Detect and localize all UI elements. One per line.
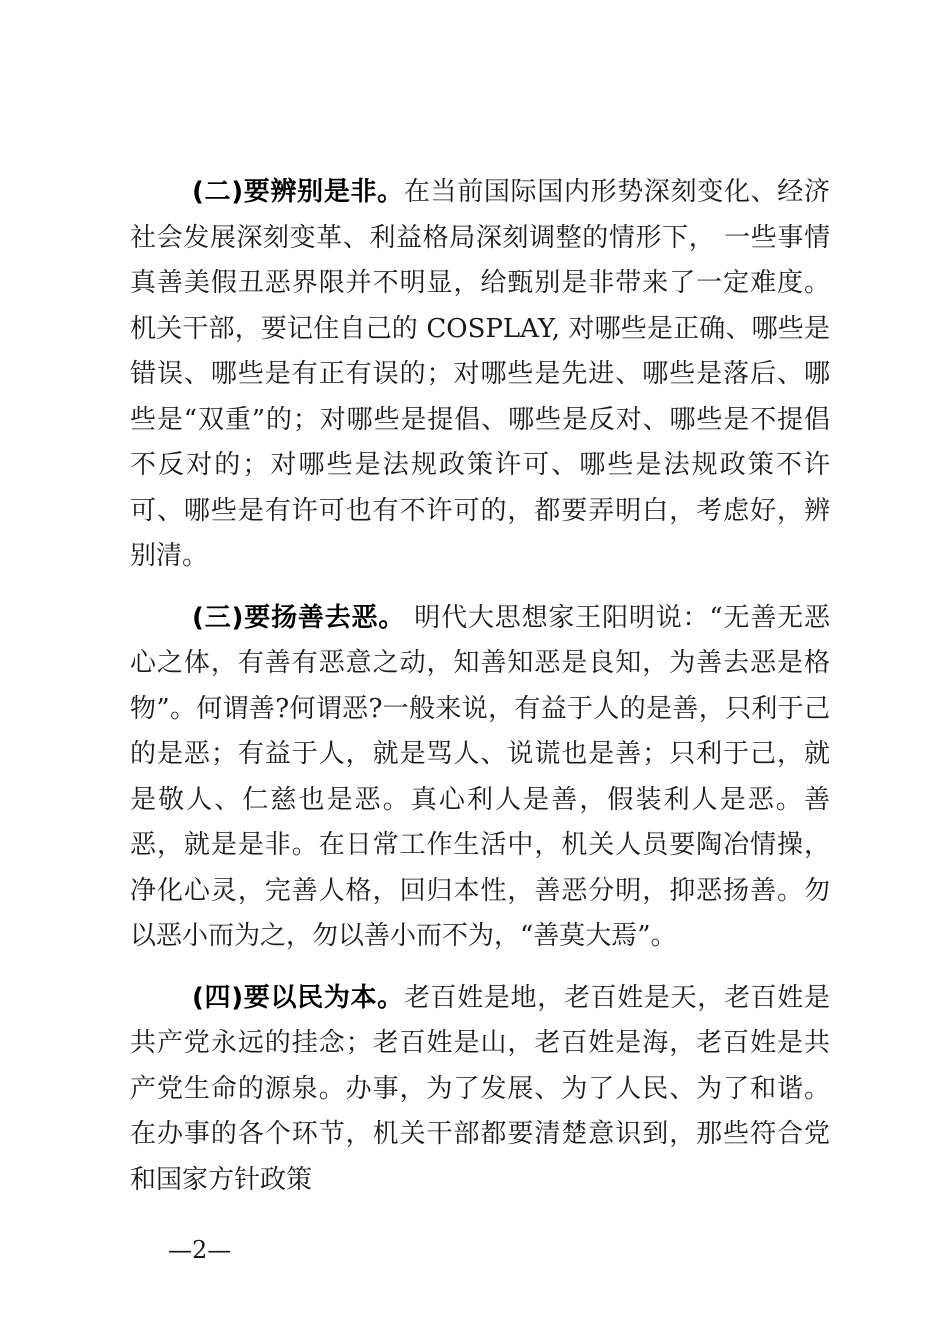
paragraph-people-oriented (130, 976, 830, 1204)
section-heading: (三)要扬善去恶。 (192, 602, 406, 633)
section-heading: (二)要辨别是非。 (192, 177, 404, 207)
paragraph-text: 明代大思想家王阳明说：“无善无恶心之体，有善有恶意之动，知善知恶是良知，为善去恶是格物”。何谓善?何谓恶?一般来说，有益于人的是善，只利于己的是恶；有益于人，就是骂人、说谎也是善；只利于己，就是敬人、仁慈也是恶。真心利人是善，假装利人是恶。善恶，就是是非。在日常工作生活中，机关人员要陶冶情操，净化心灵，完善人格，回归本性，善恶分明，抑恶扬善。勿以恶小而为之，勿以善小而不为，“善莫大焉”。 (130, 602, 830, 951)
document-body (130, 170, 830, 1219)
page-number: —2— (168, 1236, 232, 1264)
paragraph-promote-good (130, 596, 830, 960)
paragraph-text: 在当前国际国内形势深刻变化、经济社会发展深刻变革、利益格局深刻调整的情形下， 一些事情真善美假丑恶界限并不明显，给甄别是非带来了一定难度。机关干部，要记住自己的 COSPLAY, 对哪些是正确、哪些是错误、哪些是有正有误的；对哪些是先进、哪些是落后、哪些是“双重”的；对哪些是提倡、哪些是反对、哪些是不提倡不反对的；对哪些是法规政策许可、哪些是法规政策不许可、哪些是有许可也有不许可的，都要弄明白，考虑好，辨别清。 (130, 177, 830, 571)
paragraph-text: 老百姓是地，老百姓是天，老百姓是共产党永远的挂念；老百姓是山，老百姓是海，老百姓是共产党生命的源泉。办事，为了发展、为了人民、为了和谐。在办事的各个环节，机关干部都要清楚意识到，那些符合党和国家方针政策 (130, 982, 830, 1195)
paragraph-distinguish-right-wrong (130, 170, 830, 580)
section-heading: (四)要以民为本。 (192, 982, 404, 1013)
